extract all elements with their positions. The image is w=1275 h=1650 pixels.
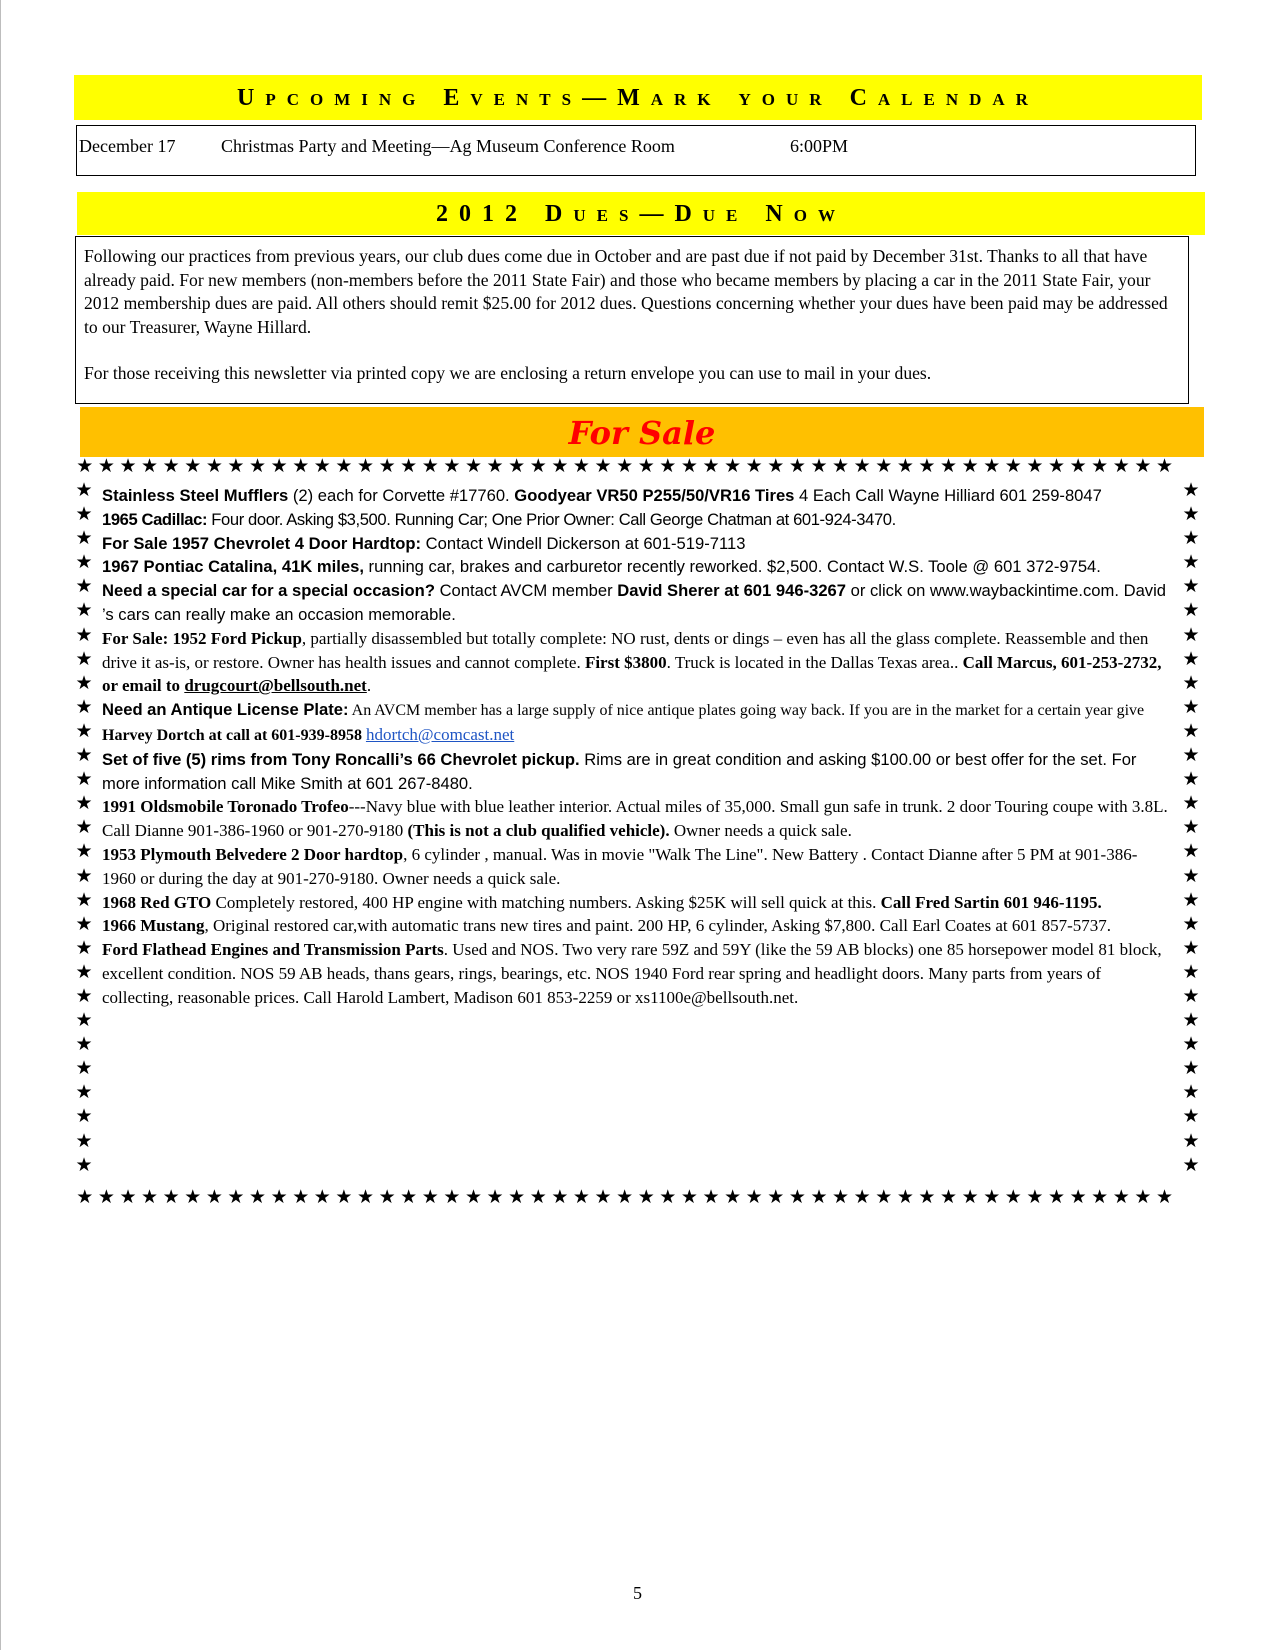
event-date: December 17 bbox=[79, 136, 176, 156]
star-icon: ★ bbox=[1112, 457, 1130, 476]
star-icon: ★ bbox=[659, 457, 677, 476]
listing-item: Need an Antique License Plate: An AVCM member has a large supply of nice antique plates going way back. If you are in the market for a certain year give Harvey Dortch at call at 601-939-8958 hdortch@comcast.net bbox=[102, 700, 1145, 744]
star-icon: ★ bbox=[572, 1188, 590, 1207]
star-icon: ★ bbox=[1182, 719, 1200, 742]
star-icon: ★ bbox=[572, 457, 590, 476]
star-icon: ★ bbox=[400, 457, 418, 476]
listing-item: For Sale: 1952 Ford Pickup, partially disassembled but totally complete: NO rust, dents or dings – even has all the glass complete. Reassemble and then drive it as-is, or restore. Owner has health issues and cannot complete. First $3800. Truck is located in the Dallas Texas area.. Call Marcus, 601-253-2732, or email to drugcourt@bellsouth.net. bbox=[102, 628, 1162, 696]
star-icon: ★ bbox=[75, 768, 93, 791]
star-icon: ★ bbox=[75, 1129, 93, 1152]
star-icon: ★ bbox=[745, 1188, 763, 1207]
star-icon: ★ bbox=[292, 1188, 310, 1207]
star-icon: ★ bbox=[551, 457, 569, 476]
star-icon: ★ bbox=[162, 457, 180, 476]
star-icon: ★ bbox=[335, 1188, 353, 1207]
listing-item: 1991 Oldsmobile Toronado Trofeo---Navy blue with blue leather interior. Actual miles of 35,000. Small gun safe in trunk. 2 door Touring coupe with 3.8L. Call Dianne 901-386-1960 or 901-270-9180 (This is not a club qualified vehicle). Owner needs a quick sale. bbox=[102, 797, 1168, 841]
star-icon: ★ bbox=[313, 1188, 331, 1207]
star-icon: ★ bbox=[594, 457, 612, 476]
star-icon: ★ bbox=[983, 1188, 1001, 1207]
star-icon: ★ bbox=[486, 457, 504, 476]
star-icon: ★ bbox=[1182, 575, 1200, 598]
star-icon: ★ bbox=[76, 457, 94, 476]
star-icon: ★ bbox=[1182, 912, 1200, 935]
star-icon: ★ bbox=[421, 1188, 439, 1207]
star-icon: ★ bbox=[486, 1188, 504, 1207]
star-icon: ★ bbox=[75, 1105, 93, 1128]
star-icon: ★ bbox=[1155, 457, 1173, 476]
listing-item: 1967 Pontiac Catalina, 41K miles, running car, brakes and carburetor recently reworked. $2,500. Contact W.S. Toole @ 601 372-9754. bbox=[102, 557, 1101, 577]
star-icon: ★ bbox=[1182, 551, 1200, 574]
star-icon: ★ bbox=[1182, 1009, 1200, 1032]
star-icon: ★ bbox=[1182, 1033, 1200, 1056]
dues-heading: 2012 Dues—Due Now bbox=[77, 192, 1205, 235]
star-icon: ★ bbox=[141, 1188, 159, 1207]
star-icon: ★ bbox=[75, 744, 93, 767]
star-icon: ★ bbox=[918, 457, 936, 476]
star-icon: ★ bbox=[1182, 936, 1200, 959]
star-icon: ★ bbox=[378, 457, 396, 476]
star-border-right bbox=[1180, 478, 1202, 1177]
star-icon: ★ bbox=[637, 457, 655, 476]
star-icon: ★ bbox=[270, 457, 288, 476]
star-icon: ★ bbox=[292, 457, 310, 476]
star-icon: ★ bbox=[767, 1188, 785, 1207]
star-icon: ★ bbox=[421, 457, 439, 476]
star-icon: ★ bbox=[313, 457, 331, 476]
star-icon: ★ bbox=[659, 1188, 677, 1207]
star-icon: ★ bbox=[508, 1188, 526, 1207]
star-icon: ★ bbox=[75, 479, 93, 501]
star-icon: ★ bbox=[1182, 599, 1200, 622]
email-link[interactable]: drugcourt@bellsouth.net bbox=[184, 676, 367, 696]
star-icon: ★ bbox=[702, 457, 720, 476]
star-icon: ★ bbox=[205, 457, 223, 476]
star-icon: ★ bbox=[75, 1033, 93, 1056]
star-icon: ★ bbox=[875, 457, 893, 476]
star-icon: ★ bbox=[680, 457, 698, 476]
star-icon: ★ bbox=[1134, 1188, 1152, 1207]
star-icon: ★ bbox=[249, 457, 267, 476]
star-icon: ★ bbox=[810, 1188, 828, 1207]
star-icon: ★ bbox=[75, 599, 93, 622]
star-icon: ★ bbox=[75, 1057, 93, 1080]
star-icon: ★ bbox=[119, 1188, 137, 1207]
star-icon: ★ bbox=[184, 457, 202, 476]
star-icon: ★ bbox=[75, 792, 93, 815]
star-icon: ★ bbox=[529, 457, 547, 476]
star-icon: ★ bbox=[1112, 1188, 1130, 1207]
star-icon: ★ bbox=[1182, 984, 1200, 1007]
star-icon: ★ bbox=[356, 1188, 375, 1207]
event-time: 6:00PM bbox=[790, 136, 849, 156]
star-icon: ★ bbox=[508, 457, 526, 476]
star-icon: ★ bbox=[1182, 1105, 1200, 1128]
star-icon: ★ bbox=[335, 457, 353, 476]
star-icon: ★ bbox=[1026, 1188, 1044, 1207]
star-icon: ★ bbox=[832, 457, 850, 476]
star-icon: ★ bbox=[1182, 768, 1200, 791]
star-icon: ★ bbox=[1091, 457, 1109, 476]
star-icon: ★ bbox=[75, 551, 93, 574]
for-sale-listings bbox=[102, 484, 1170, 1010]
star-icon: ★ bbox=[896, 1188, 914, 1207]
star-icon: ★ bbox=[464, 1188, 482, 1207]
star-icon: ★ bbox=[745, 457, 763, 476]
star-icon: ★ bbox=[680, 1188, 698, 1207]
star-icon: ★ bbox=[443, 1188, 461, 1207]
star-border-left bbox=[73, 478, 95, 1177]
star-icon: ★ bbox=[464, 457, 482, 476]
star-icon: ★ bbox=[75, 960, 93, 983]
star-icon: ★ bbox=[75, 647, 93, 670]
star-icon: ★ bbox=[1182, 623, 1200, 646]
star-icon: ★ bbox=[1182, 695, 1200, 718]
star-icon: ★ bbox=[75, 984, 93, 1007]
star-icon: ★ bbox=[724, 457, 742, 476]
star-icon: ★ bbox=[1182, 744, 1200, 767]
star-icon: ★ bbox=[75, 1009, 93, 1032]
star-icon: ★ bbox=[75, 840, 93, 863]
star-icon: ★ bbox=[918, 1188, 936, 1207]
star-icon: ★ bbox=[249, 1188, 267, 1207]
star-icon: ★ bbox=[378, 1188, 396, 1207]
star-icon: ★ bbox=[832, 1188, 850, 1207]
star-icon: ★ bbox=[853, 1188, 871, 1207]
star-icon: ★ bbox=[75, 695, 93, 718]
star-icon: ★ bbox=[1182, 816, 1200, 839]
star-icon: ★ bbox=[1182, 1057, 1200, 1080]
star-icon: ★ bbox=[270, 1188, 288, 1207]
star-icon: ★ bbox=[75, 1081, 93, 1104]
star-icon: ★ bbox=[788, 457, 806, 476]
listing-item: 1965 Cadillac: Four door. Asking $3,500. Running Car; One Prior Owner: Call George Chatman at 601-924-3470. bbox=[102, 509, 896, 529]
star-icon: ★ bbox=[1182, 671, 1200, 694]
star-icon: ★ bbox=[875, 1188, 893, 1207]
star-icon: ★ bbox=[1004, 1188, 1022, 1207]
star-icon: ★ bbox=[1182, 1153, 1200, 1176]
star-icon: ★ bbox=[1182, 840, 1200, 863]
star-icon: ★ bbox=[1182, 864, 1200, 887]
star-icon: ★ bbox=[75, 888, 93, 911]
star-icon: ★ bbox=[75, 503, 93, 526]
event-description: Christmas Party and Meeting—Ag Museum Conference Room bbox=[221, 136, 675, 156]
star-icon: ★ bbox=[896, 457, 914, 476]
dues-notice bbox=[75, 236, 1189, 404]
dues-paragraph: Following our practices from previous years, our club dues come due in October and are past due if not paid by December 31st. Thanks to all that have already paid. For new members (non-members before the 2011 State Fair) and those who became members by placing a car in the 2011 State Fair, your 2012 membership dues are paid. All others should remit $25.00 for 2012 dues. Questions concerning whether your dues have been paid may be addressed to our Treasurer, Wayne Hillard. bbox=[84, 246, 1168, 337]
star-icon: ★ bbox=[205, 1188, 223, 1207]
dues-envelope-note: For those receiving this newsletter via printed copy we are enclosing a return envelope you can use to mail in your dues. bbox=[84, 363, 932, 384]
star-icon: ★ bbox=[75, 864, 93, 887]
star-icon: ★ bbox=[1047, 457, 1066, 476]
listing-item: Set of five (5) rims from Tony Roncalli’s 66 Chevrolet pickup. Rims are in great condition and asking $100.00 or best offer for the set. For more information call Mike Smith at 601 267-8480. bbox=[102, 749, 1137, 793]
star-icon: ★ bbox=[1182, 792, 1200, 815]
star-icon: ★ bbox=[940, 1188, 958, 1207]
for-sale-heading: For Sale bbox=[80, 407, 1204, 457]
star-icon: ★ bbox=[853, 457, 871, 476]
star-icon: ★ bbox=[75, 912, 93, 935]
star-icon: ★ bbox=[1069, 1188, 1087, 1207]
star-icon: ★ bbox=[594, 1188, 612, 1207]
star-icon: ★ bbox=[97, 457, 115, 476]
page-edge bbox=[0, 0, 1, 1650]
star-icon: ★ bbox=[1182, 647, 1200, 670]
listing-item: 1953 Plymouth Belvedere 2 Door hardtop, 6 cylinder , manual. Was in movie "Walk The Line". New Battery . Contact Dianne after 5 PM at 901-386-1960 or during the day at 901-270-9180. Owner needs a quick sale. bbox=[102, 844, 1138, 888]
listing-item: Stainless Steel Mufflers (2) each for Corvette #17760. Goodyear VR50 P255/50/VR16 Tires 4 Each Call Wayne Hilliard 601 259-8047 bbox=[102, 486, 1102, 505]
star-icon: ★ bbox=[162, 1188, 180, 1207]
star-icon: ★ bbox=[702, 1188, 720, 1207]
star-icon: ★ bbox=[1069, 457, 1087, 476]
star-icon: ★ bbox=[1182, 1081, 1200, 1104]
listing-item: Ford Flathead Engines and Transmission Parts. Used and NOS. Two very rare 59Z and 59Y (like the 59 AB blocks) one 85 horsepower model 81 block, excellent condition. NOS 59 AB heads, thans gears, rings, bearings, etc. NOS 1940 Ford rear spring and headlight doors. Many parts from years of collecting, reasonable prices. Call Harold Lambert, Madison 601 853-2259 or xs1100e@bellsouth.net. bbox=[102, 940, 1162, 1007]
star-icon: ★ bbox=[1182, 527, 1200, 550]
star-icon: ★ bbox=[75, 671, 93, 694]
events-heading: Upcoming Events—Mark your Calendar bbox=[74, 75, 1202, 120]
star-icon: ★ bbox=[75, 719, 93, 742]
star-icon: ★ bbox=[75, 1153, 93, 1176]
star-icon: ★ bbox=[1134, 457, 1152, 476]
star-icon: ★ bbox=[184, 1188, 202, 1207]
star-icon: ★ bbox=[529, 1188, 547, 1207]
star-icon: ★ bbox=[356, 457, 375, 476]
star-icon: ★ bbox=[616, 1188, 634, 1207]
star-icon: ★ bbox=[788, 1188, 806, 1207]
star-icon: ★ bbox=[961, 457, 979, 476]
star-icon: ★ bbox=[1182, 1129, 1200, 1152]
star-icon: ★ bbox=[75, 936, 93, 959]
star-icon: ★ bbox=[637, 1188, 655, 1207]
star-icon: ★ bbox=[227, 457, 245, 476]
star-icon: ★ bbox=[1047, 1188, 1066, 1207]
star-icon: ★ bbox=[76, 1188, 94, 1207]
events-table bbox=[76, 125, 1196, 176]
star-icon: ★ bbox=[810, 457, 828, 476]
star-icon: ★ bbox=[75, 575, 93, 598]
listing-item: 1968 Red GTO Completely restored, 400 HP engine with matching numbers. Asking $25K will sell quick at this. Call Fred Sartin 601 946-1195. bbox=[102, 892, 1102, 912]
star-icon: ★ bbox=[767, 457, 785, 476]
star-icon: ★ bbox=[983, 457, 1001, 476]
star-icon: ★ bbox=[616, 457, 634, 476]
star-icon: ★ bbox=[1091, 1188, 1109, 1207]
star-icon: ★ bbox=[1182, 503, 1200, 526]
listing-item: Need a special car for a special occasion? Contact AVCM member David Sherer at 601 946-3267 or click on www.waybackintime.com. David ’s cars can really make an occasion memorable. bbox=[102, 581, 1167, 624]
star-icon: ★ bbox=[1182, 960, 1200, 983]
star-icon: ★ bbox=[400, 1188, 418, 1207]
star-icon: ★ bbox=[1182, 479, 1200, 501]
star-icon: ★ bbox=[1026, 457, 1044, 476]
star-icon: ★ bbox=[961, 1188, 979, 1207]
star-border-top bbox=[74, 457, 1202, 476]
star-icon: ★ bbox=[75, 527, 93, 550]
star-icon: ★ bbox=[75, 623, 93, 646]
star-icon: ★ bbox=[443, 457, 461, 476]
star-border-bottom bbox=[74, 1188, 1202, 1207]
star-icon: ★ bbox=[940, 457, 958, 476]
star-icon: ★ bbox=[1155, 1188, 1173, 1207]
star-icon: ★ bbox=[119, 457, 137, 476]
star-icon: ★ bbox=[227, 1188, 245, 1207]
star-icon: ★ bbox=[141, 457, 159, 476]
listing-item: For Sale 1957 Chevrolet 4 Door Hardtop: Contact Windell Dickerson at 601-519-7113 bbox=[102, 533, 746, 553]
listing-item: 1966 Mustang, Original restored car,with automatic trans new tires and paint. 200 HP, 6 cylinder, Asking $7,800. Call Earl Coates at 601 857-5737. bbox=[102, 916, 1112, 936]
email-link[interactable]: hdortch@comcast.net bbox=[365, 724, 515, 744]
star-icon: ★ bbox=[1004, 457, 1022, 476]
star-icon: ★ bbox=[1182, 888, 1200, 911]
page-number: 5 bbox=[633, 1583, 642, 1603]
star-icon: ★ bbox=[97, 1188, 115, 1207]
star-icon: ★ bbox=[75, 816, 93, 839]
star-icon: ★ bbox=[724, 1188, 742, 1207]
star-icon: ★ bbox=[551, 1188, 569, 1207]
